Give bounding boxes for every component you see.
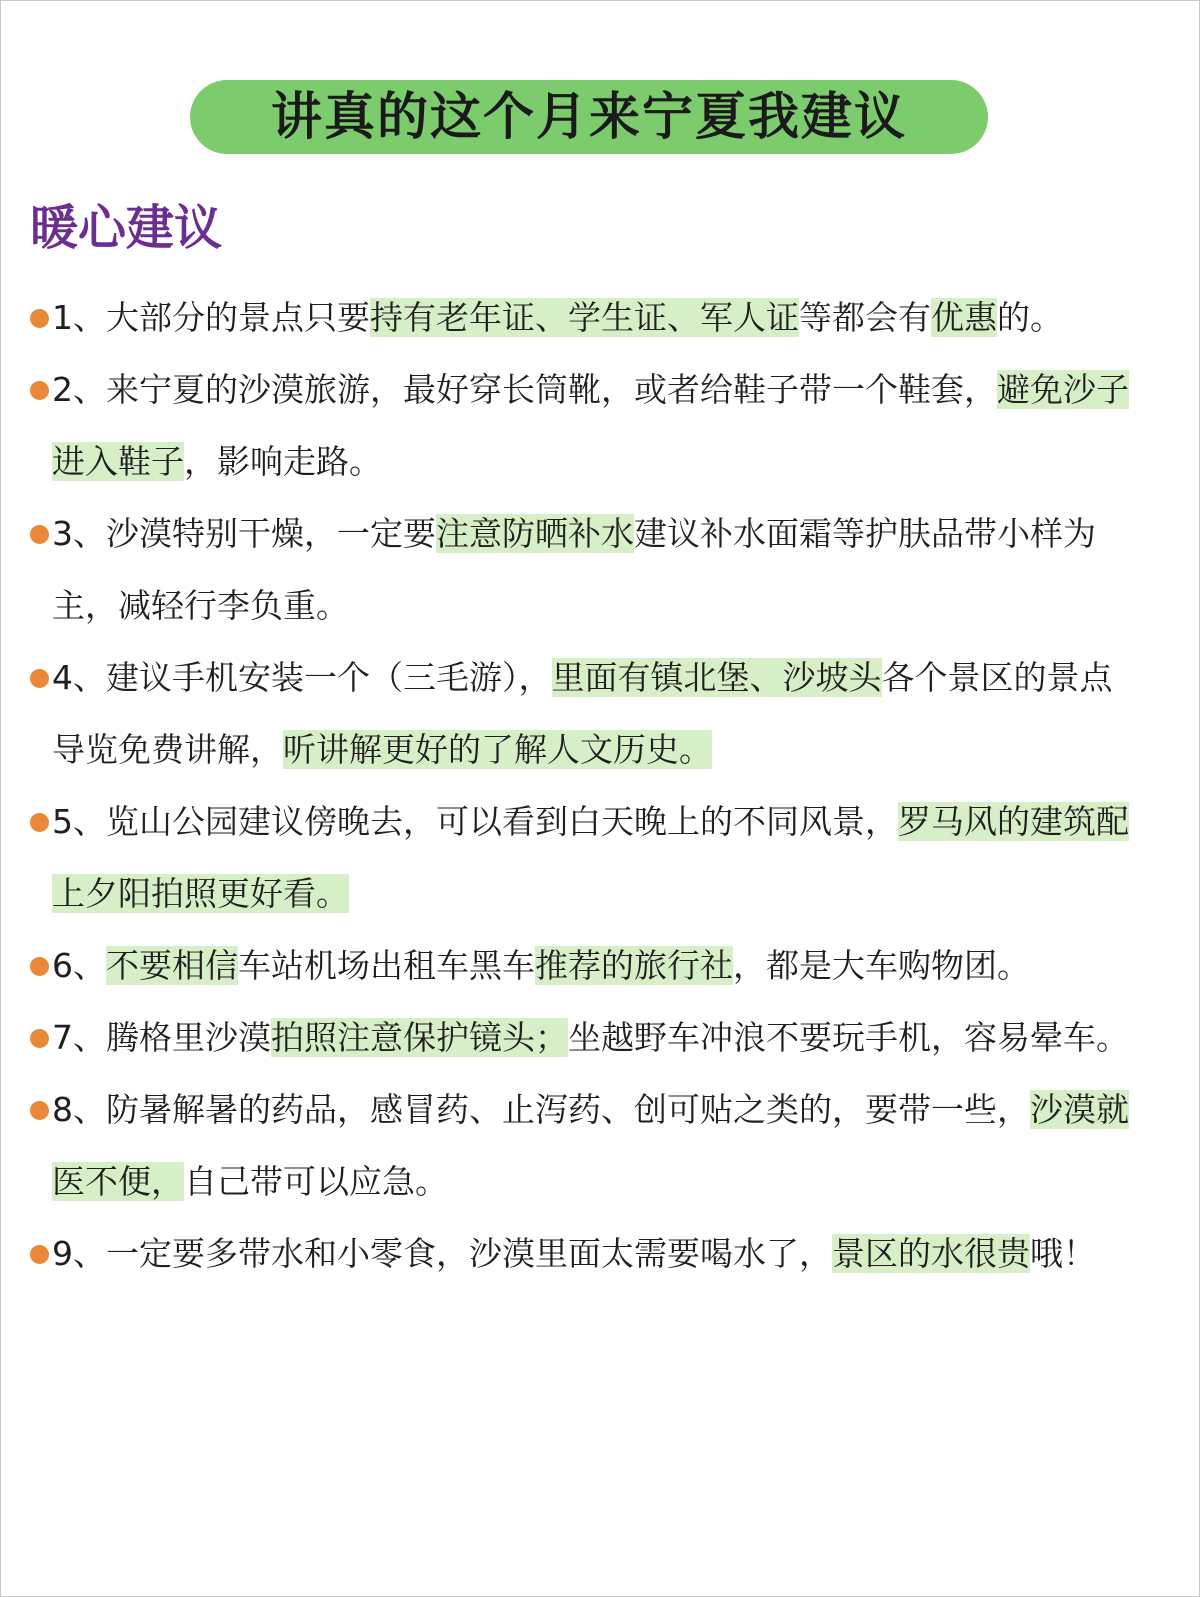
tips-list (30, 282, 1140, 1290)
bullet-dot-icon (30, 813, 49, 832)
list-item (30, 1002, 1140, 1074)
plain-text: 8、防暑解暑的药品，感冒药、止泻药、创可贴之类的，要带一些， (52, 1090, 1030, 1129)
list-item-text (52, 946, 1030, 985)
plain-text: 自己带可以应急。 (184, 1162, 448, 1201)
bullet-dot-icon (30, 1245, 49, 1264)
plain-text: 等都会有 (799, 298, 931, 337)
bullet-dot-icon (30, 957, 49, 976)
plain-text: 3、沙漠特别干燥，一定要 (52, 514, 436, 553)
list-item-text (52, 298, 1063, 337)
bullet-dot-icon (30, 525, 49, 544)
list-item-text (52, 1018, 1129, 1057)
plain-text: 6、 (52, 946, 106, 985)
list-item-text (52, 802, 1129, 913)
plain-text: 4、建议手机安装一个（三毛游）， (52, 658, 552, 697)
plain-text: 5、览山公园建议傍晚去，可以看到白天晚上的不同风景， (52, 802, 898, 841)
plain-text: 7、腾格里沙漠 (52, 1018, 271, 1057)
bullet-dot-icon (30, 309, 49, 328)
highlighted-text: 注意防晒补水 (436, 514, 634, 553)
plain-text: 1、大部分的景点只要 (52, 298, 370, 337)
list-item-text (52, 1090, 1129, 1201)
plain-text: ，都是大车购物团。 (733, 946, 1030, 985)
plain-text: ，影响走路。 (184, 442, 382, 481)
section-heading: 暖心建议 (30, 200, 223, 256)
plain-text: 2、来宁夏的沙漠旅游，最好穿长筒靴，或者给鞋子带一个鞋套， (52, 370, 997, 409)
highlighted-text: 景区的水很贵 (832, 1234, 1030, 1273)
plain-text: 的。 (997, 298, 1063, 337)
highlighted-text: 拍照注意保护镜头； (271, 1018, 568, 1057)
page-title: 讲真的这个月来宁夏我建议 (270, 87, 907, 147)
highlighted-text: 推荐的旅行社 (535, 946, 733, 985)
list-item (30, 282, 1140, 354)
plain-text: 坐越野车冲浪不要玩手机，容易晕车。 (568, 1018, 1129, 1057)
plain-text: 哦！ (1030, 1234, 1096, 1273)
bullet-dot-icon (30, 669, 49, 688)
highlighted-text: 持有老年证、学生证、军人证 (370, 298, 799, 337)
highlighted-text: 避免沙子进入鞋子 (52, 370, 1129, 481)
list-item (30, 930, 1140, 1002)
plain-text: 车站机场出租车黑车 (238, 946, 535, 985)
plain-text: 9、一定要多带水和小零食，沙漠里面太需要喝水了， (52, 1234, 832, 1273)
list-item (30, 1218, 1140, 1290)
list-item-text (52, 658, 1113, 769)
highlighted-text: 罗马风的建筑配上夕阳拍照更好看。 (52, 802, 1129, 913)
highlighted-text: 沙漠就医不便， (52, 1090, 1129, 1201)
highlighted-text: 听讲解更好的了解人文历史。 (283, 730, 712, 769)
highlighted-text: 优惠 (931, 298, 997, 337)
bullet-dot-icon (30, 1101, 49, 1120)
list-item-text (52, 370, 1129, 481)
list-item (30, 498, 1140, 642)
bullet-dot-icon (30, 381, 49, 400)
plain-text: 各个景区的景点导览免费讲解， (52, 658, 1113, 769)
bullet-dot-icon (30, 1029, 49, 1048)
list-item (30, 786, 1140, 930)
list-item-text (52, 1234, 1096, 1273)
list-item-text (52, 514, 1096, 625)
title-banner (190, 80, 988, 154)
list-item (30, 354, 1140, 498)
highlighted-text: 不要相信 (106, 946, 238, 985)
plain-text: 建议补水面霜等护肤品带小样为主，减轻行李负重。 (52, 514, 1096, 625)
list-item (30, 1074, 1140, 1218)
list-item (30, 642, 1140, 786)
highlighted-text: 里面有镇北堡、沙坡头 (551, 658, 882, 697)
